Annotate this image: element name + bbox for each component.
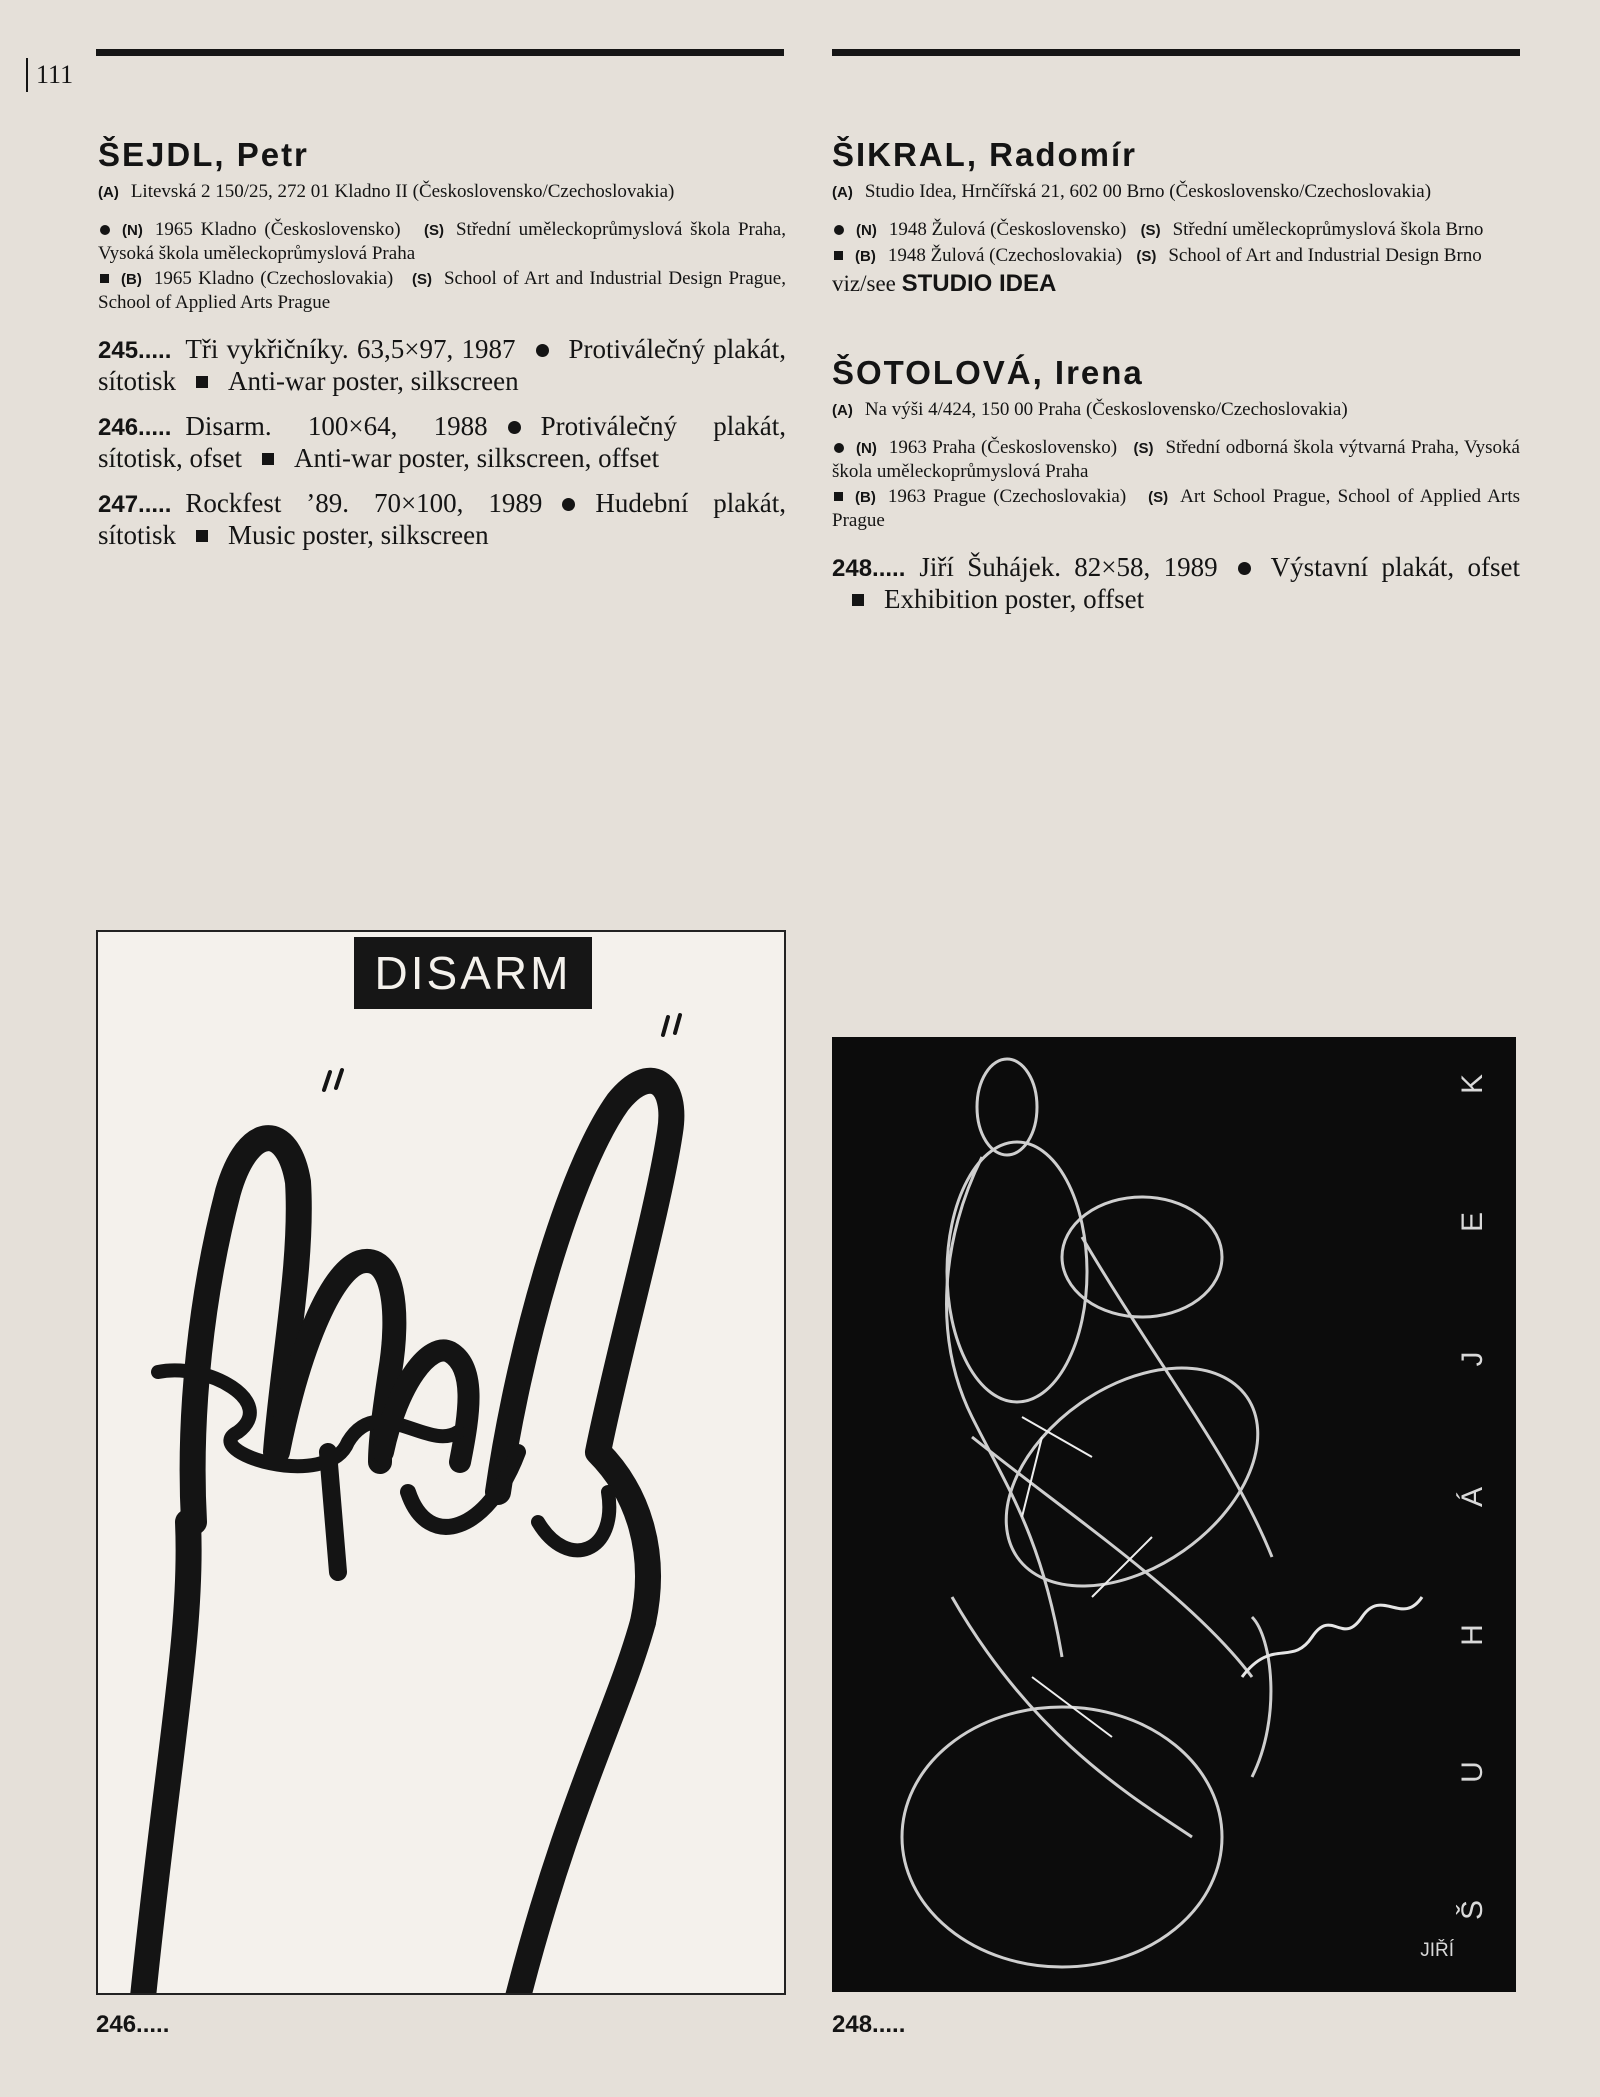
address-text: Na výši 4/424, 150 00 Praha (Československo/Czechoslovakia) [864, 399, 1348, 420]
page-number: 111 [26, 58, 73, 92]
tag-a: (A) [98, 184, 119, 201]
entry-sikral [832, 136, 1520, 615]
school-cz: Střední uměleckoprůmyslová škola Praha, Vysoká škola uměleckoprůmyslová Praha [98, 219, 786, 264]
tag-a: (A) [832, 402, 853, 419]
work-title: Jiří Šuhájek. 82×58, 1989 [919, 552, 1218, 582]
artist-name: ŠIKRAL, Radomír [832, 136, 1138, 173]
work-title: Tři vykřičníky. 63,5×97, 1987 [185, 334, 516, 364]
bullet-dot-icon [834, 225, 844, 235]
birth-cz: 1948 Žulová (Československo) [888, 219, 1127, 240]
tag-a: (A) [832, 184, 853, 201]
tag-b: (B) [855, 489, 876, 506]
work-desc-en: Anti-war poster, silkscreen [228, 366, 519, 396]
letter: Š [1456, 1899, 1489, 1920]
tag-n: (N) [856, 440, 877, 457]
letter: H [1456, 1623, 1489, 1646]
work-number: 247..... [98, 491, 172, 518]
bullet-square-icon [834, 492, 843, 501]
bullet-square-icon [196, 530, 208, 542]
work-desc-en: Exhibition poster, offset [884, 584, 1145, 614]
artist-address [98, 180, 786, 204]
bullet-dot-icon [536, 344, 549, 357]
bio-english [98, 267, 786, 314]
tag-n: (N) [122, 222, 143, 239]
work-desc-cz: Hudební plakát, sítotisk [98, 488, 786, 550]
poster-suhajek-image [832, 1037, 1516, 1992]
birth-en: 1963 Prague (Czechoslovakia) [887, 486, 1127, 507]
caption-248: 248..... [832, 2011, 906, 2038]
bio-english [832, 244, 1520, 268]
bio-czech-2 [832, 436, 1520, 483]
bullet-dot-icon [508, 421, 521, 434]
school-cz: Střední uměleckoprůmyslová škola Brno [1172, 219, 1484, 240]
entry-sejdl [98, 136, 786, 551]
see-reference [832, 270, 1520, 298]
work-desc-cz: Protiválečný plakát, sítotisk, ofset [98, 411, 786, 473]
top-rule-right [832, 49, 1520, 56]
signature-mark [1232, 1577, 1432, 1697]
poster-disarm-image [96, 930, 786, 1995]
poster-title-label: DISARM [354, 937, 592, 1009]
bio-czech [98, 218, 786, 265]
work-desc-cz: Výstavní plakát, ofset [1270, 552, 1520, 582]
hand-drawing-illustration [98, 932, 786, 1995]
bullet-square-icon [100, 274, 109, 283]
address-text: Litevská 2 150/25, 272 01 Kladno II (Československo/Czechoslovakia) [130, 181, 675, 202]
vertical-surname-letters [1458, 1067, 1488, 1927]
work-entry [98, 488, 786, 551]
bullet-square-icon [834, 251, 843, 260]
birth-cz: 1963 Praha (Československo) [888, 437, 1118, 458]
birth-en: 1965 Kladno (Czechoslovakia) [153, 268, 394, 289]
bullet-dot-icon [1238, 562, 1251, 575]
work-title: Rockfest ’89. 70×100, 1989 [185, 488, 543, 518]
letter: U [1456, 1761, 1489, 1784]
school-en: School of Art and Industrial Design Prague, School of Applied Arts Prague [98, 268, 786, 313]
see-prefix: viz/see [832, 271, 896, 296]
work-entry [98, 334, 786, 397]
tag-n: (N) [856, 222, 877, 239]
artist-name-2: ŠOTOLOVÁ, Irena [832, 354, 1144, 391]
tag-s: (S) [1133, 440, 1154, 457]
tag-s: (S) [423, 222, 444, 239]
letter: K [1456, 1074, 1489, 1095]
work-desc-en: Anti-war poster, silkscreen, offset [294, 443, 660, 473]
address-text: Studio Idea, Hrnčířská 21, 602 00 Brno (Československo/Czechoslovakia) [864, 181, 1432, 202]
top-rule-left [96, 49, 784, 56]
tag-s: (S) [1140, 222, 1161, 239]
bullet-square-icon [196, 376, 208, 388]
school-en: School of Art and Industrial Design Brno [1168, 245, 1482, 266]
school-en: Art School Prague, School of Applied Arts Prague [832, 486, 1521, 531]
work-entry [832, 552, 1520, 615]
letter: Á [1456, 1486, 1489, 1507]
letter: E [1456, 1211, 1489, 1232]
tag-s: (S) [411, 271, 432, 288]
work-title: Disarm. 100×64, 1988 [185, 411, 488, 441]
birth-cz: 1965 Kladno (Československo) [154, 219, 401, 240]
artist-address-2 [832, 398, 1520, 422]
see-target-link[interactable]: STUDIO IDEA [901, 270, 1057, 297]
tag-s: (S) [1136, 248, 1157, 265]
work-entry [98, 411, 786, 474]
caption-246: 246..... [96, 2011, 170, 2038]
glass-figure-illustration [832, 1037, 1516, 1992]
tag-b: (B) [855, 248, 876, 265]
tag-b: (B) [121, 271, 142, 288]
work-number: 245..... [98, 337, 172, 364]
bullet-dot-icon [100, 225, 110, 235]
work-desc-en: Music poster, silkscreen [228, 520, 489, 550]
artist-name: ŠEJDL, Petr [98, 136, 309, 173]
work-number: 246..... [98, 414, 172, 441]
bullet-dot-icon [562, 498, 575, 511]
bullet-square-icon [262, 453, 274, 465]
bullet-dot-icon [834, 443, 844, 453]
bio-english-2 [832, 485, 1520, 532]
letter: J [1456, 1351, 1489, 1367]
school-cz: Střední odborná škola výtvarná Praha, Vysoká škola uměleckoprůmyslová Praha [832, 437, 1520, 482]
birth-en: 1948 Žulová (Czechoslovakia) [887, 245, 1123, 266]
poster-first-name: JIŘÍ [1420, 1940, 1454, 1961]
tag-s: (S) [1148, 489, 1169, 506]
bullet-square-icon [852, 594, 864, 606]
artist-address [832, 180, 1520, 204]
bio-czech [832, 218, 1520, 242]
work-desc-cz: Protiválečný plakát, sítotisk [98, 334, 787, 396]
work-number: 248..... [832, 555, 906, 582]
